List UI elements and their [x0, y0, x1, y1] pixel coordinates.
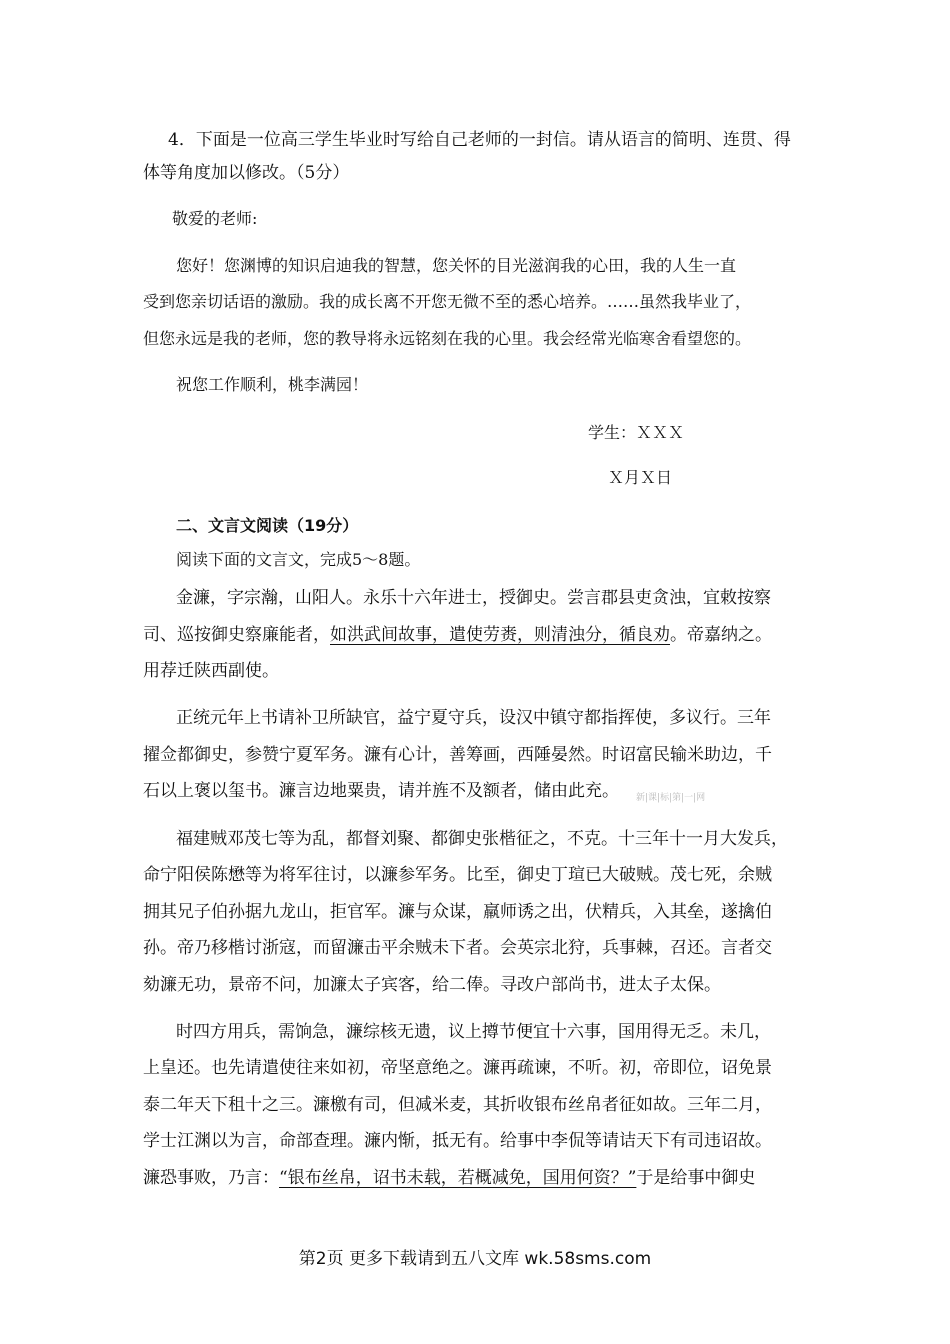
- underlined-sentence-1: 如洪武间故事，遣使劳赉，则清浊分，循良劝: [330, 625, 670, 645]
- passage-p1-line-2: [143, 623, 772, 647]
- question-4-line-2: 体等角度加以修改。（5分）: [143, 163, 350, 183]
- passage-p2-line-2: 擢佥都御史，参赞宁夏军务。濂有心计，善筹画，西陲晏然。时诏富民输米助边，千: [143, 745, 772, 765]
- watermark-text: 新|课|标|第|一|网: [636, 793, 706, 803]
- passage-p2-line-3: 石以上褒以玺书。濂言边地粟贵，请并旌不及额者，储由此充。: [143, 781, 619, 801]
- letter-salutation: 敬爱的老师:: [172, 209, 258, 228]
- letter-body-line-1: 您好！您渊博的知识启迪我的智慧，您关怀的目光滋润我的心田，我的人生一直: [176, 256, 737, 275]
- passage-p4-line-3: 泰二年天下租十之三。濂檄有司，但减米麦，其折收银布丝帛者征如故。三年二月，: [143, 1095, 772, 1115]
- passage-p4-line-4: 学士江渊以为言，命部查理。濂内惭，抵无有。给事中李侃等请诘天下有司违诏故。: [143, 1131, 772, 1151]
- underlined-sentence-2: “银布丝帛，诏书未载，若概减免，国用何资？”: [279, 1168, 637, 1188]
- passage-p3-line-1: 福建贼邓茂七等为乱，都督刘聚、都御史张楷征之，不克。十三年十一月大发兵，: [176, 829, 788, 849]
- letter-body-line-2: 受到您亲切话语的激励。我的成长离不开您无微不至的悉心培养。……虽然我毕业了，: [143, 292, 752, 311]
- question-4-line-1: 4．下面是一位高三学生毕业时写给自己老师的一封信。请从语言的简明、连贯、得: [168, 130, 791, 150]
- passage-p3-line-2: 命宁阳侯陈懋等为将军往讨，以濂参军务。比至，御史丁瑄已大破贼。茂七死，余贼: [143, 865, 772, 885]
- passage-text: 濂恐事败，乃言：: [143, 1168, 279, 1188]
- letter-closing: 祝您工作顺利，桃李满园！: [176, 375, 369, 394]
- section-2-instruction: 阅读下面的文言文，完成5～8题。: [176, 550, 421, 569]
- passage-text: 于是给事中御史: [636, 1168, 756, 1188]
- passage-text: 司、巡按御史察廉能者，: [143, 625, 330, 645]
- passage-p4-line-5: [143, 1166, 755, 1190]
- passage-p1-line-3: 用荐迁陕西副使。: [143, 661, 279, 681]
- passage-p4-line-2: 上皇还。也先请遣使往来如初，帝坚意绝之。濂再疏谏，不听。初，帝即位，诏免景: [143, 1058, 772, 1078]
- passage-p2-line-1: 正统元年上书请补卫所缺官，益宁夏守兵，设汉中镇守都指挥使，多议行。三年: [176, 708, 771, 728]
- letter-date: Ｘ月Ｘ日: [608, 468, 673, 487]
- passage-p1-line-1: 金濂，字宗瀚，山阳人。永乐十六年进士，授御史。尝言郡县吏贪浊，宜敕按察: [176, 588, 771, 608]
- passage-p3-line-3: 拥其兄子伯孙据九龙山，拒官军。濂与众谋，羸师诱之出，伏精兵，入其垒，遂擒伯: [143, 902, 772, 922]
- passage-p4-line-1: 时四方用兵，需饷急，濂综核无遗，议上撙节便宜十六事，国用得无乏。未几，: [176, 1022, 771, 1042]
- section-2-heading: 二、文言文阅读（19分）: [176, 516, 359, 535]
- page-footer: 第2页 更多下载请到五八文库 wk.58sms.com: [298, 1249, 652, 1269]
- letter-signature: 学生：ＸＸＸ: [588, 423, 685, 442]
- passage-p3-line-5: 劾濂无功，景帝不问，加濂太子宾客，给二俸。寻改户部尚书，进太子太保。: [143, 975, 721, 995]
- passage-text: 。帝嘉纳之。: [670, 625, 772, 645]
- passage-p3-line-4: 孙。帝乃移楷讨浙寇，而留濂击平余贼未下者。会英宗北狩，兵事棘，召还。言者交: [143, 938, 772, 958]
- letter-body-line-3: 但您永远是我的老师，您的教导将永远铭刻在我的心里。我会经常光临寒舍看望您的。: [143, 329, 752, 348]
